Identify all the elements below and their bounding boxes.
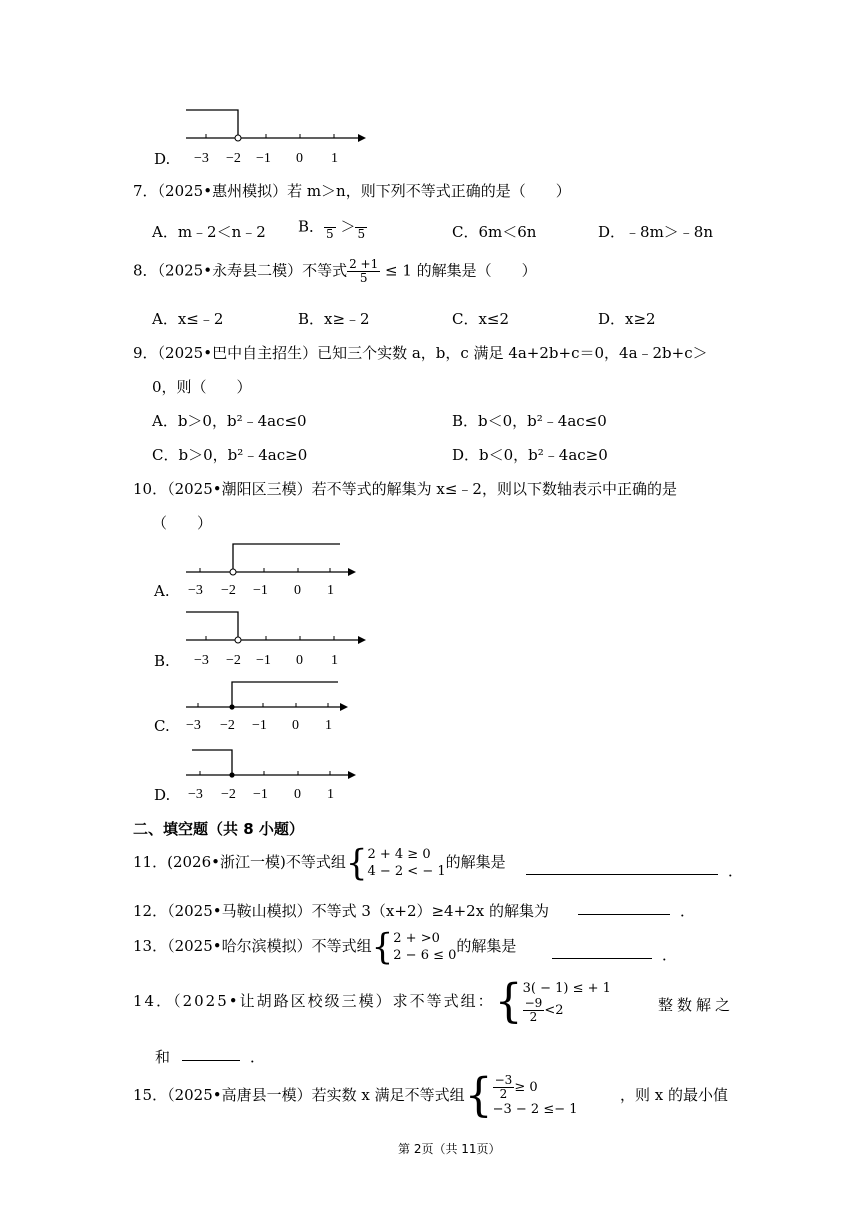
q10-option-a [150, 536, 370, 602]
q7-option-d: D．﹣8m＞﹣8n [598, 223, 713, 241]
q9-option-d: D．b＜0，b²﹣4ac≥0 [452, 446, 608, 464]
q7-b-label: B． [298, 217, 325, 236]
q13-end: ． [662, 946, 678, 964]
svg-text:0: 0 [292, 718, 299, 733]
number-line-graph [150, 102, 370, 168]
q9-option-b: B．b＜0，b²﹣4ac≤0 [452, 412, 607, 430]
q15: 15．（2025•高唐县一模）若实数 x 满足不等式组{ $\frac{-3}{2}$ ≥ 0 −3 − 2 ≤− 1 [133, 1068, 578, 1123]
q9-stem-line2: 0，则（ ） [152, 378, 252, 396]
svg-text:−2: −2 [220, 718, 235, 733]
svg-text:1: 1 [327, 583, 334, 598]
option-label: B. [154, 652, 170, 670]
svg-text:1: 1 [331, 653, 338, 668]
q12: 12．（2025•马鞍山模拟）不等式 3（x+2）≥4+2x 的解集为 [133, 902, 549, 920]
section-heading: 二、填空题（共 8 小题） [133, 820, 304, 838]
svg-text:−3: −3 [188, 787, 203, 802]
q14: 14．（2025•让胡路区校级三模）求不等式组：{ 3( − 1) ≤ + 1 $\frac{-9}{2}$ <2 [133, 974, 611, 1029]
q8-option-d: D．x≥2 [598, 310, 656, 328]
number-line-graph [150, 604, 370, 670]
svg-text:1: 1 [325, 718, 332, 733]
q7-option-b: B． 5 ＞ 5 [298, 214, 367, 241]
q14-line2: 和 [155, 1048, 171, 1066]
q11-answer-blank[interactable] [526, 860, 718, 875]
svg-text:−1: −1 [253, 787, 268, 802]
number-line-graph [150, 674, 370, 740]
q7-stem: 7．（2025•惠州模拟）若 m＞n，则下列不等式正确的是（ ） [133, 182, 571, 200]
option-label: D. [154, 786, 171, 804]
q14-end: ． [250, 1048, 266, 1066]
tick-label: 1 [331, 151, 338, 166]
svg-text:0: 0 [294, 787, 301, 802]
page-footer: 第 2页（共 11页） [398, 1142, 501, 1156]
tick-label: −2 [226, 151, 241, 166]
tick-label: 0 [296, 151, 303, 166]
tick-label: −1 [256, 151, 271, 166]
svg-text:−2: −2 [221, 787, 236, 802]
svg-text:−1: −1 [256, 653, 271, 668]
q12-answer-blank[interactable] [578, 900, 670, 915]
q13: 13．（2025•哈尔滨模拟）不等式组{ 2 + >0 2 − 6 ≤ 0 的解集是 [133, 926, 517, 968]
q10-option-b [150, 604, 370, 670]
svg-text:0: 0 [296, 653, 303, 668]
q10-option-d [150, 742, 370, 808]
q11-end: ． [728, 862, 744, 880]
svg-text:−3: −3 [186, 718, 201, 733]
q15-post: ，则 x 的最小值 [620, 1086, 728, 1104]
q9-option-c: C．b＞0，b²﹣4ac≥0 [152, 446, 308, 464]
q7-option-a: A．m﹣2＜n﹣2 [152, 223, 266, 241]
number-line-graph [150, 742, 370, 808]
q7-option-c: C．6m＜6n [452, 223, 537, 241]
q12-end: ． [680, 902, 696, 920]
option-label: C. [154, 717, 170, 735]
svg-text:−3: −3 [194, 653, 209, 668]
svg-text:1: 1 [327, 787, 334, 802]
tick-label: −3 [194, 151, 209, 166]
q8-option-a: A．x≤﹣2 [152, 310, 224, 328]
q9-option-a: A．b＞0，b²﹣4ac≤0 [152, 412, 307, 430]
q8-stem: 8．（2025•永寿县二模）不等式 $\frac{2 +1}{5}$ ≤ 1 的解集是（ ） [133, 257, 537, 285]
q14-post: 整数解之 [658, 996, 735, 1014]
top-numberline [150, 102, 370, 168]
q10-stem-line2: （ ） [152, 514, 213, 532]
q8-option-c: C．x≤2 [452, 310, 510, 328]
q14-answer-blank[interactable] [182, 1046, 240, 1061]
svg-text:−1: −1 [253, 583, 268, 598]
q8-option-b: B．x≥﹣2 [298, 310, 370, 328]
q9-stem-line1: 9．（2025•巴中自主招生）已知三个实数 a，b，c 满足 4a+2b+c＝0，4a﹣2b+c＞ [133, 344, 708, 362]
q10-stem-line1: 10．（2025•潮阳区三模）若不等式的解集为 x≤﹣2，则以下数轴表示中正确的是 [133, 480, 677, 498]
svg-text:−3: −3 [188, 583, 203, 598]
q13-answer-blank[interactable] [552, 944, 652, 959]
number-line-graph [150, 536, 370, 602]
svg-text:−2: −2 [226, 653, 241, 668]
svg-text:0: 0 [294, 583, 301, 598]
svg-text:−1: −1 [252, 718, 267, 733]
option-label: A. [154, 582, 170, 600]
q11: 11．(2026•浙江一模)不等式组{ 2 + 4 ≥ 0 4 − 2 < − 1 的解集是 [133, 842, 506, 884]
svg-text:−2: −2 [221, 583, 236, 598]
option-label: D. [154, 150, 171, 168]
q10-option-c [150, 674, 370, 740]
